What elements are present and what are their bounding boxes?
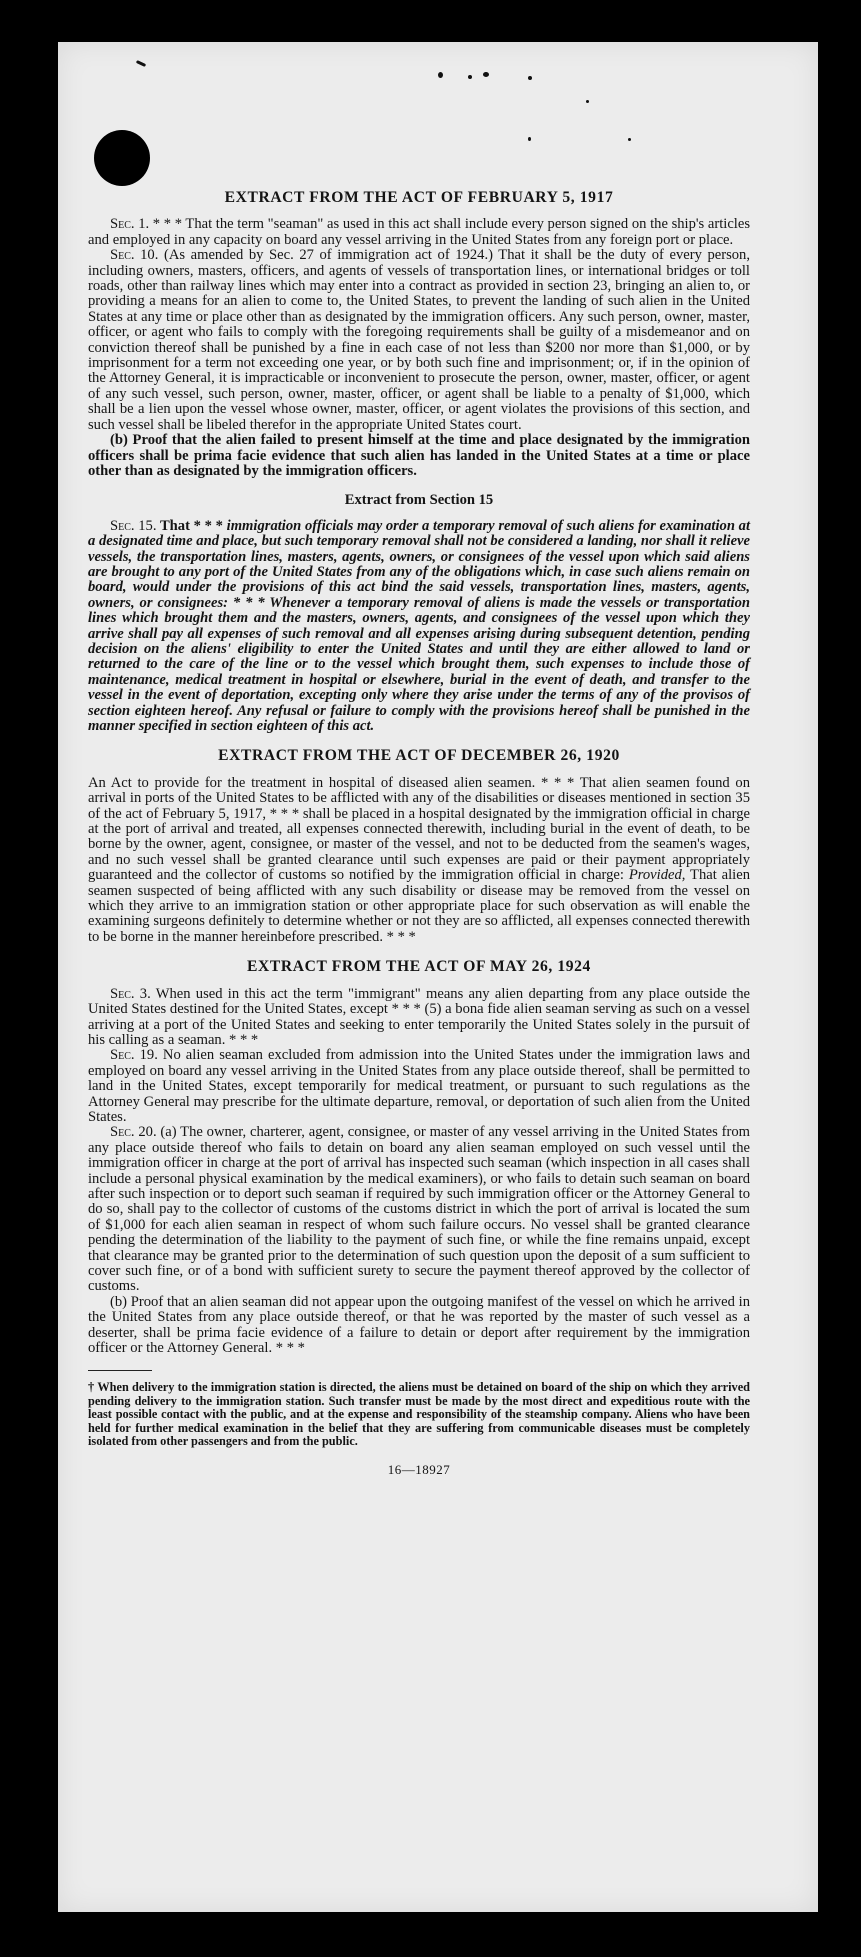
speck (136, 60, 146, 67)
paragraph (88, 1125, 750, 1294)
section-number: Sec. 10. (110, 247, 159, 264)
paragraph (88, 519, 750, 735)
speck (438, 72, 443, 78)
section-number: Sec. 19. (110, 1047, 158, 1064)
paragraph (88, 1048, 750, 1125)
speck (586, 100, 589, 103)
paragraph (88, 987, 750, 1049)
section-dec-1920 (88, 748, 750, 945)
speck (528, 76, 532, 80)
paragraph-text: (a) The owner, charterer, agent, consignee, or master of any vessel arriving in the United States from any place outside thereof who fails to detain on board any alien seaman employed on such vessel until the immigration officer in charge at the port of arrival has inspected such seaman (which inspection in all cases shall include a personal physical examination by the medical examiners), or who fails to detain such seaman on board after such inspection or to deport such seaman if required by such immigration officer or the Attorney General to do so, shall pay to the collector of customs of the customs district in which the port of arrival is located the sum of $1,000 for each alien seaman in respect of whom such failure occurs. No vessel shall be granted clearance pending the determination of the liability to the payment of such fine, or while the fine remains unpaid, except that clearance may be granted prior to the determination of such question upon the deposit of a sum sufficient to cover such fine, or of a bond with sufficient surety to secure the payment thereof approved by the collector of customs. (88, 1124, 750, 1295)
paragraph-text: An Act to provide for the treatment in hospital of diseased alien seamen. * * * That alien seamen found on arrival in ports of the United States to be afflicted with any of the disabilities or diseases mentioned in section 35 of the act of February 5, 1917, * * * shall be placed in a hospital designated by the immigration official in charge at the port of arrival and treated, all expenses connected therewith, including burial in the event of death, to be borne by the owner, agent, consignee, or master of the vessel, and not to be deducted from the seamen's wages, and no such vessel shall be granted clearance until such expenses are paid or their payment appropriately guaranteed and the collector of customs so notified by the immigration official in charge: (88, 774, 750, 884)
paragraph (88, 776, 750, 945)
footnote: † When delivery to the immigration station is directed, the aliens must be detained on board of the ship on which they arrived pending delivery to the immigration station. Such transfer must be made by the most direct and expeditious route with the least possible contact with the public, and at the expense and responsibility of the steamship company. Aliens who have been held for further medical examination in the belief that they are suffering from communicable diseases must be completely isolated from other passengers and from the public. (88, 1380, 750, 1449)
speck (628, 138, 631, 141)
paragraph-lead: That * * * (156, 517, 227, 534)
section-title: EXTRACT FROM THE ACT OF FEBRUARY 5, 1917 (224, 189, 614, 206)
paragraph-text: immigration officials may order a temporary removal of such aliens for examination at a designated time and place, but such temporary removal shall not be considered a landing, nor shall it relieve vessels, the transportation lines, masters, agents, owners, or consignees of the vessel upon which said aliens are brought to any port of the United States from any of the obligations which, in case such aliens remain on board, would under the provisions of this act bind the said vessels, transportation lines, masters, agents, owners, or consignees: * * * Whenever a temporary removal of aliens is made the vessels or transportation lines which brought them and the masters, owners, agents, and consignees of the vessel upon which they arrive shall pay all expenses of such removal and all expenses arising during subsequent detention, pending decision on the aliens' eligibility to enter the United States and until they are either allowed to land or returned to the care of the line or to the vessel which brought them, such expenses to include those of maintenance, medical treatment in hospital or elsewhere, burial in the event of death, and transfer to the vessel in the event of deportation, excepting only where they arise under the terms of any of the provisos of section eighteen hereof. Any refusal or failure to comply with the provisions hereof shall be punished in the manner specified in section eighteen of this act. (88, 517, 750, 734)
speck (483, 72, 489, 77)
paragraph-text: That alien seamen suspected of being afflicted with any such disability or disease may be removed from the vessel on which they arrive to an immigration station or other appropriate place for such observation as will enable the examining surgeons definitely to determine whether or not they are so afflicted, all expenses connected therewith to be borne in the manner hereinbefore prescribed. * * * (88, 867, 750, 945)
paragraph-text: When used in this act the term "immigrant" means any alien departing from any place outside the United States destined for the United States, except * * * (5) a bona fide alien seaman serving as such on a vessel arriving at a port of the United States and seeking to enter temporarily the United States solely in the pursuit of his calling as a seaman. * * * (88, 985, 750, 1048)
section-number: Sec. 1. (110, 216, 150, 233)
speck (528, 137, 531, 141)
section-15 (88, 493, 750, 734)
paragraph-text: No alien seaman excluded from admission into the United States under the immigration laws and employed on board any vessel arriving in the United States from any place outside thereof, shall be permitted to land in the United States, except temporarily for medical treatment, or pursuant to such regulations as the Attorney General may prescribe for the ultimate departure, removal, or deportation of such alien from the United States. (88, 1047, 750, 1125)
section-number: Sec. 20. (110, 1124, 157, 1141)
section-title: EXTRACT FROM THE ACT OF MAY 26, 1924 (247, 958, 591, 976)
paragraph-text: * * * That the term "seaman" as used in this act shall include every person signed on the ship's articles and employed in any capacity on board any vessel arriving in the United States from any foreign port or place. (88, 216, 751, 248)
footnote-divider (88, 1370, 152, 1371)
section-may-1924 (88, 959, 750, 1356)
paragraph-text: (As amended by Sec. 27 of immigration act of 1924.) That it shall be the duty of every person, including owners, masters, officers, and agents of vessels of transportation lines, or international bridges or toll roads, other than railway lines which may enter into a contract as provided in section 23, bringing an alien to, or providing a means for an alien to come to, the United States, to prevent the landing of such alien in the United States at any time or place other than as designated by the immigration officers. Any such person, owner, master, officer, or agent who fails to comply with the foregoing requirements shall be guilty of a misdemeanor and on conviction thereof shall be punished by a fine in each case of not less than $200 nor more than $1,000, or by imprisonment for a term not exceeding one year, or by both such fine and imprisonment; or, if in the opinion of the Attorney General, it is impracticable or inconvenient to prosecute the person, owner, master, officer, or agent of any such vessel, such person, owner, master, officer, or agent shall be liable to a penalty of $1,000, which shall be a lien upon the vessel whose owner, master, officer, or agent violates the provisions of this section, and such vessel shall be libeled therefor in the appropriate United States court. (88, 247, 751, 433)
section-number: Sec. 3. (110, 985, 151, 1002)
paragraph: (b) Proof that an alien seaman did not appear upon the outgoing manifest of the vessel on which he arrived in the United States from any place outside thereof, or that he was reported by the master of such vessel as a deserter, shall be prima facie evidence of a failure to detain or deport after requirement by the immigration officer or the Attorney General. * * * (88, 1293, 750, 1357)
punch-hole (94, 130, 150, 186)
speck (468, 75, 472, 79)
proviso: Provided, (628, 867, 686, 884)
section-title: EXTRACT FROM THE ACT OF DECEMBER 26, 1920 (218, 747, 620, 765)
paragraph (88, 248, 750, 433)
paragraph (88, 217, 750, 248)
section-number: Sec. 15. (110, 517, 157, 534)
paragraph: (b) Proof that the alien failed to present himself at the time and place designated by the immigration officers shall be prima facie evidence that such alien has landed in the United States at a time or place other than as designated by the immigration officers. (88, 432, 750, 479)
section-title: Extract from Section 15 (344, 492, 494, 509)
document-body (88, 190, 750, 1478)
section-feb-1917 (88, 190, 750, 479)
page-number: 16—18927 (387, 1462, 451, 1478)
